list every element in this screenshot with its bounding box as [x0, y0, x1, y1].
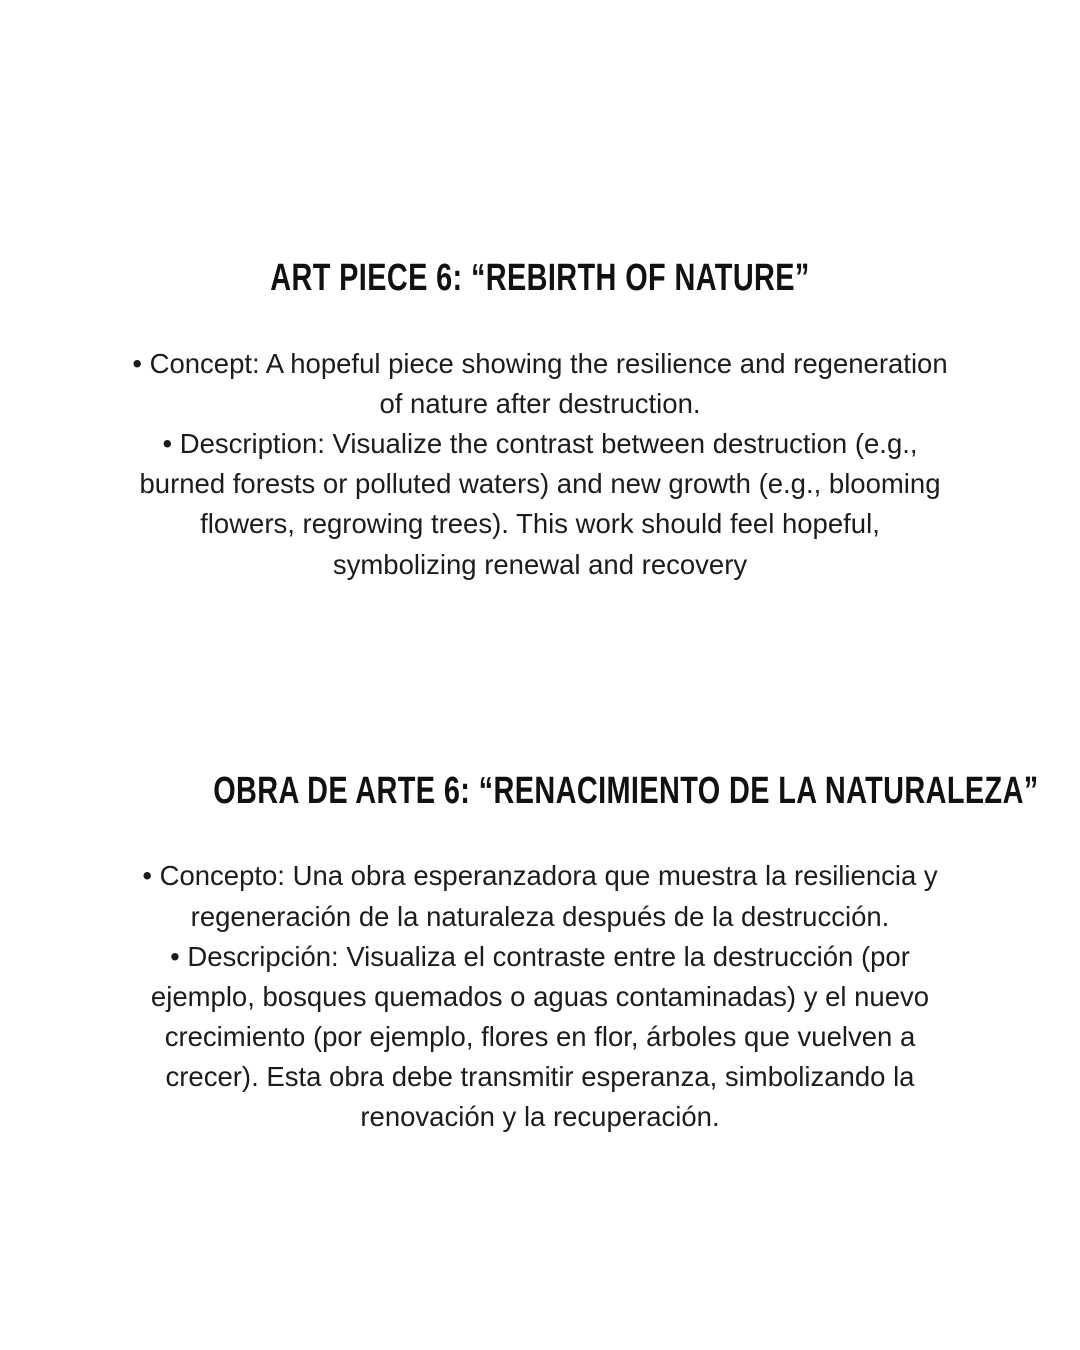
section-spanish: [110, 769, 1039, 1138]
section-heading-english: ART PIECE 6: “REBIRTH OF NATURE”: [270, 257, 810, 299]
bullet-description-english: • Description: Visualize the contrast between destruction (e.g., burned forests or polluted waters) and new growth (e.g., blooming flowers, regrowing trees). This work should feel hopeful, symbolizing renewal and recovery: [139, 428, 941, 580]
bullet-concept-spanish: • Concepto: Una obra esperanzadora que muestra la resiliencia y regeneración de la naturaleza después de la destrucción.: [142, 860, 938, 932]
bullet-description-spanish: • Descripción: Visualiza el contraste entre la destrucción (por ejemplo, bosques quemados o aguas contaminadas) y el nuevo crecimiento (por ejemplo, flores en flor, árboles que vuelven a crecer). Esta obra debe transmitir esperanza, simbolizando la renovación y la recuperación.: [150, 940, 930, 1133]
section-heading-spanish: OBRA DE ARTE 6: “RENACIMIENTO DE LA NATURALEZA”: [213, 769, 1039, 812]
bullet-concept-english: • Concept: A hopeful piece showing the resilience and regeneration of nature after destruction.: [132, 347, 948, 419]
section-english: [110, 258, 970, 585]
